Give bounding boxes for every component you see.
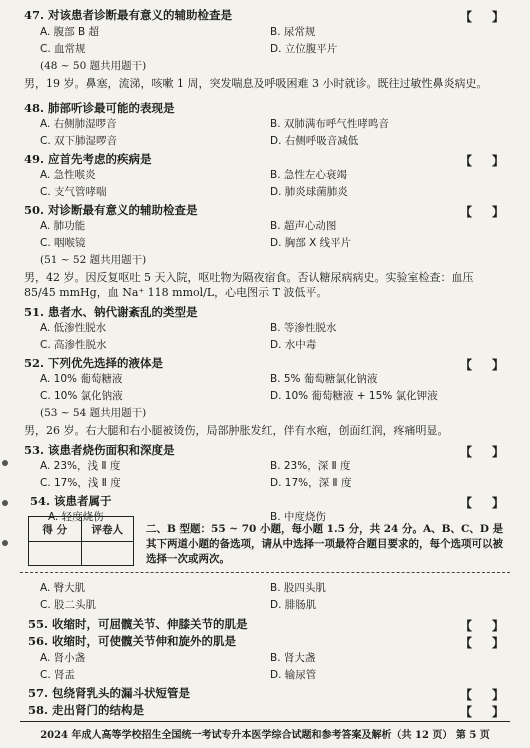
- option-51-a: A. 低渗性脱水: [40, 322, 107, 334]
- footer-rule: [20, 721, 510, 722]
- option-51-b: B. 等渗性脱水: [270, 322, 337, 334]
- question-55-stem: 55. 收缩时，可屈髋关节、伸膝关节的肌是: [28, 617, 248, 631]
- shared2-option-c: C. 肾盂: [40, 669, 76, 681]
- option-47-b: B. 尿常规: [270, 26, 316, 38]
- question-53-stem: 53. 该患者烧伤面积和深度是: [24, 443, 175, 457]
- answer-bracket-open-47: 【: [460, 10, 473, 24]
- answer-bracket-open-52: 【: [460, 358, 473, 372]
- question-49-stem: 49. 应首先考虑的疾病是: [24, 152, 152, 166]
- question-56-stem: 56. 收缩时，可使髋关节伸和旋外的肌是: [28, 634, 237, 648]
- option-54-a: A. 轻度烧伤: [48, 511, 104, 523]
- group-note-51-52: (51 ~ 52 题共用题干): [40, 254, 147, 266]
- option-49-d: D. 肺炎球菌肺炎: [270, 186, 348, 198]
- answer-bracket-close-57: 】: [492, 688, 505, 702]
- answer-bracket-open-58: 【: [460, 705, 473, 719]
- option-52-d: D. 10% 葡萄糖液 + 15% 氯化钾液: [270, 390, 438, 402]
- option-49-b: B. 急性左心衰竭: [270, 169, 347, 181]
- option-49-a: A. 急性喉炎: [40, 169, 96, 181]
- shared-option-b: B. 股四头肌: [270, 582, 326, 594]
- answer-bracket-open-50: 【: [460, 205, 473, 219]
- question-50-stem: 50. 对诊断最有意义的辅助检查是: [24, 203, 198, 217]
- shared-option-a: A. 臀大肌: [40, 582, 86, 594]
- option-50-a: A. 肺功能: [40, 220, 86, 232]
- question-47-stem: 47. 对该患者诊断最有意义的辅助检查是: [24, 8, 233, 22]
- answer-bracket-open-53: 【: [460, 445, 473, 459]
- binding-holes: [0, 440, 10, 560]
- option-53-a: A. 23%，浅 Ⅱ 度: [40, 460, 121, 472]
- question-51-stem: 51. 患者水、钠代谢紊乱的类型是: [24, 305, 198, 319]
- case-stem-53-54: 男，26 岁。右大腿和右小腿被烫伤，局部肿胀发红，伴有水疱，创面红润，疼痛明显。: [24, 424, 449, 437]
- answer-bracket-close-50: 】: [492, 205, 505, 219]
- option-53-d: D. 17%，深 Ⅱ 度: [270, 477, 352, 489]
- group-note-53-54: (53 ~ 54 题共用题干): [40, 407, 147, 419]
- shared2-option-a: A. 肾小盏: [40, 652, 86, 664]
- answer-bracket-open-56: 【: [460, 636, 473, 650]
- case-stem-51-52: 男，42 岁。因反复呕吐 5 天入院，呕吐物为隔夜宿食。否认糖尿病病史。实验室检查：血压 85/45 mmHg，血 Na⁺ 118 mmol/L，心电图示 T 波低平。: [24, 271, 474, 299]
- shared2-option-d: D. 输尿管: [270, 669, 317, 681]
- answer-bracket-close-52: 】: [492, 358, 505, 372]
- option-51-d: D. 水中毒: [270, 339, 317, 351]
- page-footer: 2024 年成人高等学校招生全国统一考试专升本医学综合试题和参考答案及解析（共 12 页） 第 5 页: [40, 730, 490, 741]
- score-label: 得 分: [42, 523, 68, 536]
- option-54-b: B. 中度烧伤: [270, 511, 326, 523]
- answer-bracket-close-53: 】: [492, 445, 505, 459]
- option-49-c: C. 支气管哮喘: [40, 186, 107, 198]
- option-50-d: D. 胸部 X 线平片: [270, 237, 352, 249]
- option-52-c: C. 10% 氯化钠液: [40, 390, 123, 402]
- option-52-a: A. 10% 葡萄糖液: [40, 373, 123, 385]
- divider: [20, 572, 510, 573]
- question-57-stem: 57. 包绕肾乳头的漏斗状短管是: [28, 686, 191, 700]
- option-53-c: C. 17%，浅 Ⅱ 度: [40, 477, 121, 489]
- question-58-stem: 58. 走出肾门的结构是: [28, 703, 145, 717]
- answer-bracket-close-56: 】: [492, 636, 505, 650]
- shared-option-c: C. 股二头肌: [40, 599, 97, 611]
- option-48-d: D. 右侧呼吸音减低: [270, 135, 359, 147]
- answer-bracket-close-49: 】: [492, 154, 505, 168]
- option-51-c: C. 高渗性脱水: [40, 339, 107, 351]
- question-54-stem: 54. 该患者属于: [30, 494, 112, 508]
- answer-bracket-close-54: 】: [492, 496, 505, 510]
- answer-bracket-open-54: 【: [460, 496, 473, 510]
- option-47-d: D. 立位腹平片: [270, 43, 338, 55]
- answer-bracket-close-47: 】: [492, 10, 505, 24]
- question-48-stem: 48. 肺部听诊最可能的表现是: [24, 101, 175, 115]
- section-b-instructions: 二、B 型题：55 ~ 70 小题，每小题 1.5 分，共 24 分。A、B、C、D 是其下两道小题的备选项，请从中选择一项最符合题目要求的，每个选项可以被选择一次或两次。: [146, 523, 504, 565]
- option-48-b: B. 双肺满布呼气性哮鸣音: [270, 118, 389, 130]
- answer-bracket-close-55: 】: [492, 619, 505, 633]
- case-stem-48-50: 男，19 岁。鼻塞，流涕，咳嗽 1 周，突发喘息及呼吸困难 3 小时就诊。既往过敏性鼻炎病史。: [24, 77, 488, 90]
- option-48-c: C. 双下肺湿啰音: [40, 135, 118, 147]
- question-52-stem: 52. 下列优先选择的液体是: [24, 356, 164, 370]
- option-53-b: B. 23%，深 Ⅱ 度: [270, 460, 351, 472]
- option-52-b: B. 5% 葡萄糖氯化钠液: [270, 373, 378, 385]
- grader-box: [81, 542, 134, 566]
- answer-bracket-open-55: 【: [460, 619, 473, 633]
- shared2-option-b: B. 肾大盏: [270, 652, 316, 664]
- score-box: [29, 542, 81, 566]
- grader-label: 评卷人: [81, 517, 134, 541]
- shared-option-d: D. 腓肠肌: [270, 599, 317, 611]
- answer-bracket-open-49: 【: [460, 154, 473, 168]
- score-table: [28, 516, 134, 566]
- option-50-b: B. 超声心动图: [270, 220, 337, 232]
- option-50-c: C. 咽喉镜: [40, 237, 86, 249]
- answer-bracket-close-58: 】: [492, 705, 505, 719]
- answer-bracket-open-57: 【: [460, 688, 473, 702]
- option-48-a: A. 右侧肺湿啰音: [40, 118, 117, 130]
- option-47-c: C. 血常规: [40, 43, 86, 55]
- option-47-a: A. 腹部 B 超: [40, 26, 100, 38]
- group-note-48-50: (48 ~ 50 题共用题干): [40, 60, 147, 72]
